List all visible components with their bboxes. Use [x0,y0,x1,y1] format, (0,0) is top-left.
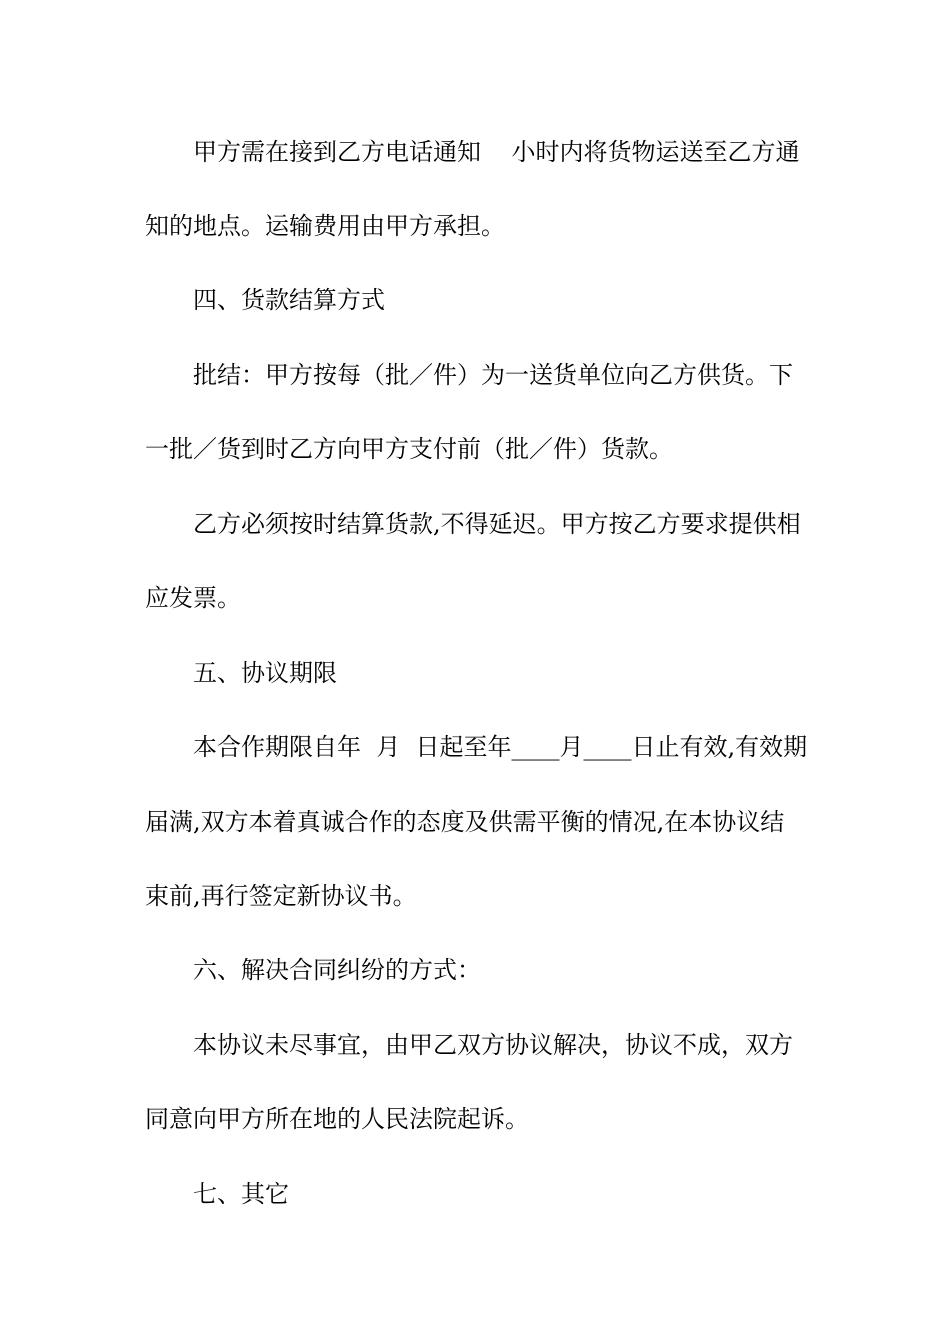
paragraph-payment-terms-line-1: 乙方必须按时结算货款,不得延迟。甲方按乙方要求提供相 [193,510,801,538]
paragraph-delivery-line-1: 甲方需在接到乙方电话通知 小时内将货物运送至乙方通 [193,138,800,166]
paragraph-dispute-line-2: 同意向甲方所在地的人民法院起诉。 [145,1105,529,1133]
paragraph-dispute-line-1: 本协议未尽事宜，由甲乙双方协议解决，协议不成，双方 [193,1031,793,1059]
paragraph-batch-settlement-line-2: 一批／货到时乙方向甲方支付前（批／件）货款。 [145,435,673,463]
paragraph-term-line-2: 届满,双方本着真诚合作的态度及供需平衡的情况,在本协议结 [145,808,785,836]
paragraph-batch-settlement-line-1: 批结：甲方按每（批／件）为一送货单位向乙方供货。下 [193,361,793,389]
section-heading-term: 五、协议期限 [193,659,337,687]
section-heading-other: 七、其它 [193,1180,289,1208]
paragraph-term-line-1: 本合作期限自年 月 日起至年____月____日止有效,有效期 [193,733,808,761]
section-heading-payment: 四、货款结算方式 [193,286,385,314]
paragraph-delivery-line-2: 知的地点。运输费用由甲方承担。 [145,212,505,240]
paragraph-term-line-3: 束前,再行签定新协议书。 [145,882,417,910]
section-heading-dispute: 六、解决合同纠纷的方式： [193,956,481,984]
paragraph-payment-terms-line-2: 应发票。 [145,584,241,612]
